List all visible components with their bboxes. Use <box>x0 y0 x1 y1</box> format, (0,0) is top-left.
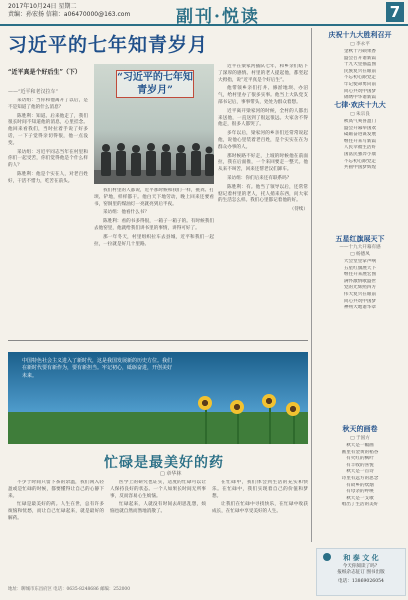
poem-line: 有故乡的炊烟 <box>346 482 374 488</box>
main-story-col3 <box>218 64 308 336</box>
poem-line: 有母亲的呼唤 <box>346 489 374 495</box>
poem-line: 十九大里描蓝图 <box>343 62 377 68</box>
second-story-title: 忙碌是最美好的药 <box>104 455 224 471</box>
poem-line: 同心共筑中国梦 <box>343 88 377 94</box>
poem-line: 继往开来写新篇 <box>343 138 377 144</box>
paragraph: 忙碌是最美好的药。人生在世，总有许多烦恼和忧愁，而让自己忙碌起来，就是最好的解药。 <box>8 502 104 521</box>
second-story-col2 <box>110 480 206 584</box>
photo-caption <box>116 70 194 98</box>
poem-line: 画里有金黄的稻谷 <box>341 449 379 455</box>
photo-caption-text: “习近平的七年知青岁月” <box>117 72 193 96</box>
poem-title: 秋天的画卷 <box>342 424 378 433</box>
poem-subtitle: ——十九大开幕有感 <box>339 245 381 250</box>
poem-body <box>316 119 404 172</box>
poster-ground <box>8 412 308 444</box>
poem-line: 砥砺奋进谋发展 <box>343 132 377 138</box>
main-headline: 习近平的七年知青岁月 <box>8 34 209 56</box>
group-photo-illustration <box>94 136 214 184</box>
masthead <box>0 0 408 26</box>
issue-date: 2017年10月24日 星期二 <box>8 3 77 10</box>
poem-line: 秋天是一首诗 <box>346 469 374 475</box>
poem-body <box>316 443 404 509</box>
poem-title: 庆祝十九大胜利召开 <box>328 30 392 39</box>
historic-photo <box>94 64 214 184</box>
poem-line: 盛会开幕举国欢 <box>343 125 377 131</box>
poem-line: 共圆中国梦辉煌 <box>343 165 377 171</box>
poem-line: 秋天是一幅画 <box>346 443 374 448</box>
paragraph: 那一年冬天，村里组织拉车去县城，近平和我们一起拉，一拉就是好几十里路。 <box>94 234 214 247</box>
poem-line: 同心共筑中国梦 <box>343 298 377 304</box>
paragraph: 让我们在忙碌中寻找快乐，在忙碌中收获成长，在忙碌中享受美好的人生。 <box>212 502 308 515</box>
section-divider <box>8 340 308 341</box>
paragraph: 我们村里的人都说，近平那时候和我们一样，挑粪、打坝、铲地，样样都干。他白天下地劳动，晚上回来还要看书，窑洞里的煤油灯一亮就亮到后半夜。 <box>94 188 214 207</box>
ad-phone: 电话：13869026054 <box>338 579 384 584</box>
poem-title: 七律·欢庆十九大 <box>334 100 386 109</box>
flower-stem <box>293 412 295 444</box>
second-story-col3 <box>212 480 308 584</box>
paragraph: 采访组：习近平同志当年在村里和你们一起受苦，你们觉得他是个什么样的人？ <box>8 149 88 169</box>
paragraph: 那时候路不好走，上坡的时候他在前面拉，我在后面推，一个来回要走一整天。他从来不叫苦，回来还帮老汉们卸车。 <box>218 153 308 173</box>
poem-author: □ 杨德凤 <box>350 252 370 257</box>
main-subsubhead: ——“近平和老汉拉车” <box>8 89 59 95</box>
poem-line: 不忘初心跟党走 <box>343 158 377 164</box>
paragraph: 采访组：他看什么书？ <box>103 210 149 216</box>
paragraph: 陈胜利：有。他当了领导以后，还常常惦记着村里的老人，托人捎来东西，问大家的生活怎么样。我们心里都记着他的好。 <box>218 184 308 204</box>
poem-line: 锦绣中华谱新篇 <box>343 95 377 101</box>
paragraph: 近平离开梁家河的时候，全村的人都出来送他，一直送到了很远很远。大家舍不得他走，很多人都哭了。 <box>218 108 308 128</box>
second-story-col1 <box>8 480 104 584</box>
ad-slogan: 今天你阅读了吗？ 报纸杂志征订 图书出版 <box>337 564 385 576</box>
continued-note: （待续） <box>289 207 308 213</box>
masthead-info <box>8 3 130 19</box>
paragraph: 陈胜利：看的书多得很，一箱子一箱子的。有时候我们去他窑里，他就给我们讲书里的事情，讲得可好了。 <box>94 219 214 231</box>
ad-brand: 和 泰 文 化 <box>343 553 379 562</box>
poem-line: 大会堂里掌声响 <box>343 259 377 264</box>
main-subhead: “近平真是个好后生”（下） <box>8 69 81 76</box>
second-story-byline: □ 章华林 <box>160 471 182 477</box>
poem-line: 国富民强奔小康 <box>343 151 377 157</box>
poem-line: 民族复兴在眼前 <box>343 68 377 74</box>
poem-line: 唱出了生活的美好 <box>341 502 379 508</box>
paragraph: 医学上的研究也证实，适度的忙碌可以让人保持良好的状态。一个人如果长时间无所事事，反而容易心生烦恼。 <box>110 480 206 499</box>
paragraph: 采访组：你们后来还有联系吗？ <box>227 175 292 181</box>
main-story-col1 <box>8 98 88 336</box>
footer-address: 地址：聊城市东昌府区 电话：0635-8248686 邮编：252000 <box>8 587 131 592</box>
poem-line: 金秋十月硕果香 <box>343 49 377 54</box>
poem-author: □ 于国方 <box>350 436 370 441</box>
poem-line: 党的光辉照四方 <box>343 285 377 291</box>
sidebar-poem-3 <box>316 234 404 312</box>
sidebar-poem-4 <box>316 424 404 509</box>
section-title: 副刊·悦读 <box>176 7 260 27</box>
paragraph: 多年以后，梁家河的乡亲们还常常说起他，说他心里装着老百姓，是个实实在在为群众办事的人。 <box>218 131 308 150</box>
poem-line: 秋天是一支歌 <box>346 495 374 501</box>
poem-line: 人民幸福生活好 <box>343 145 377 151</box>
sunflower-icon <box>198 396 212 410</box>
flower-stem <box>269 404 271 444</box>
public-service-poster <box>8 352 308 444</box>
paragraph: 采访组：当你和他离开了以后，是不是知道了他的什么消息？ <box>8 98 88 110</box>
poster-text: 中国特色社会主义进入了新时代，这是我国发展新的历史方位。我们在新时代要有新作为，要有新担当。牢记初心，砥砺奋进，开创美好未来。 <box>22 358 173 379</box>
poem-line: 秋高气爽喜盈门 <box>343 119 377 124</box>
poem-line: 神州大地谱华章 <box>343 305 377 311</box>
paragraph: 陈胜利：知道。后来他走了，我们很长时间不知道他的消息，心里挂念。他回来看我们，当时拉着手说了好多话，一下子觉得亲切得很，他一点没变。 <box>8 113 88 146</box>
sidebar-poem-1 <box>316 30 404 102</box>
flower-stem <box>205 406 207 444</box>
poem-line: 盛会召开谱新篇 <box>343 55 377 61</box>
paragraph: 不少于时间只留下茶的余温，我们闲入轻盈或是忙碌的时候，都要懂得让自己的心静下来。 <box>8 480 104 499</box>
sunflower-icon <box>286 402 300 416</box>
poem-line: 有丰收的喜悦 <box>346 462 374 468</box>
paragraph: 近平在梁家河插队七年，和乡亲们结下了深厚的感情。村里的老人提起他，都竖起大拇指，说“近平真是个好后生”。 <box>218 64 308 83</box>
poem-line: 五星红旗展天下 <box>343 265 377 271</box>
editor-info: 责编：孙宏扬 信箱：a06470000@163.com <box>8 11 131 18</box>
poem-author: □ 朱宗良 <box>350 112 370 117</box>
poem-body <box>316 49 404 102</box>
page-number: 7 <box>386 2 404 22</box>
sidebar-poem-2 <box>316 100 404 172</box>
flower-stem <box>237 410 239 444</box>
poem-line: 牢记使命勇向前 <box>343 81 377 87</box>
poem-author: □ 李永平 <box>350 42 370 47</box>
paragraph: 陈胜利：他是个实在人，对老百姓好，干活不惜力，吃苦在前头。 <box>8 171 88 184</box>
main-story-col2 <box>94 188 214 336</box>
paragraph: 他带领乡亲们打井、修淤地坝、办沼气，给村里办了很多实事。他当上大队党支部书记后，事事带头，处处为群众着想。 <box>218 86 308 105</box>
sunflower-icon <box>262 394 276 408</box>
column-divider <box>311 28 312 542</box>
poem-line: 不忘初心跟党走 <box>343 75 377 81</box>
poem-line: 伟大复兴在眼前 <box>343 291 377 297</box>
poem-line: 继往开来展宏图 <box>343 272 377 278</box>
poem-line: 满怀激情歌盛世 <box>343 278 377 284</box>
paragraph: 在忙碌中，我们体会到生活的充实和快乐。在忙碌中，我们实现着自己的价值和梦想。 <box>212 480 308 499</box>
poem-line: 诗里有远方的思念 <box>341 475 379 481</box>
poem-title: 五星红旗展天下 <box>335 234 385 243</box>
paragraph: 忙碌起来，人就没有时间去胡思乱想，烦恼也就自然而然地消散了。 <box>110 502 206 515</box>
poem-body <box>316 259 404 312</box>
poem-line: 有火红的枫叶 <box>346 456 374 462</box>
sunflower-icon <box>230 400 244 414</box>
advertisement-box <box>316 548 406 596</box>
